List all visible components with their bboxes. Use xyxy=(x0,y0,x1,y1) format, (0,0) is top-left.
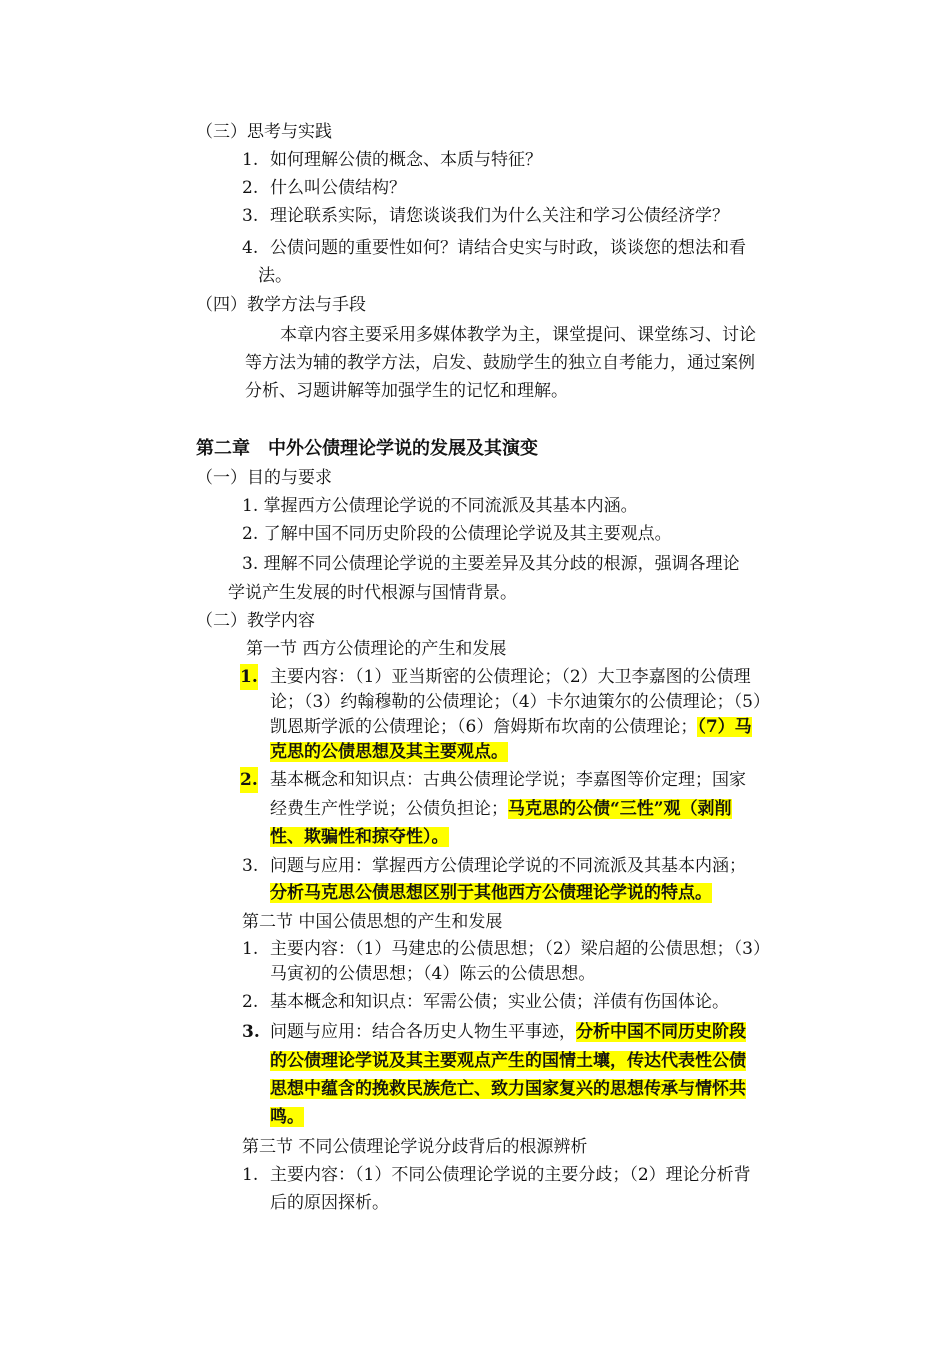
list-item: 主要内容：（1）不同公债理论学说的主要分歧；（2）理论分析背 xyxy=(270,1165,751,1185)
list-item: 主要内容：（1）马建忠的公债思想；（2）梁启超的公债思想；（3） xyxy=(270,939,770,959)
list-number: 2. xyxy=(242,178,259,198)
list-number: 3. xyxy=(242,206,259,226)
highlight-text: 马克思的公债“三性”观（剥削 xyxy=(508,799,732,819)
highlight-text: 性、欺骗性和掠夺性）。 xyxy=(270,827,449,847)
list-number: 2. xyxy=(240,767,258,793)
list-item-continuation xyxy=(270,796,732,822)
list-item-continuation: 法。 xyxy=(258,266,292,286)
highlight-text: 的公债理论学说及其主要观点产生的国情土壤，传达代表性公债 xyxy=(270,1051,746,1071)
list-item: 问题与应用：掌握西方公债理论学说的不同流派及其基本内涵； xyxy=(270,856,746,876)
list-item-continuation xyxy=(270,1104,304,1130)
list-item-continuation xyxy=(270,824,449,850)
list-item xyxy=(270,1019,746,1045)
list-number: 1. xyxy=(242,1165,259,1185)
list-item: 什么叫公债结构？ xyxy=(270,178,406,198)
list-number: 1. xyxy=(242,939,259,959)
highlight-text: 分析马克思公债思想区别于其他西方公债理论学说的特点。 xyxy=(270,883,712,903)
list-number: 2. xyxy=(242,992,259,1012)
subsection-title: 第三节 不同公债理论学说分歧背后的根源辨析 xyxy=(242,1137,588,1157)
highlight-text: （7）马 xyxy=(697,717,752,737)
paragraph-line: 等方法为辅的教学方法，启发、鼓励学生的独立自考能力，通过案例 xyxy=(245,353,755,373)
list-item: 2. 了解中国不同历史阶段的公债理论学说及其主要观点。 xyxy=(242,524,672,544)
list-item-continuation xyxy=(270,739,508,765)
text-run: 经费生产性学说；公债负担论； xyxy=(270,799,508,819)
highlight-text: 分析中国不同历史阶段 xyxy=(576,1022,746,1042)
list-item: 公债问题的重要性如何？请结合史实与时政，谈谈您的想法和看 xyxy=(270,238,746,258)
section-title-teaching-methods: （四）教学方法与手段 xyxy=(196,295,366,315)
paragraph-line: 本章内容主要采用多媒体教学为主，课堂提问、课堂练习、讨论 xyxy=(280,325,756,345)
list-number: 3. xyxy=(242,1022,260,1042)
list-item-continuation: 论；（3）约翰穆勒的公债理论；（4）卡尔迪策尔的公债理论；（5） xyxy=(270,692,770,712)
subsection-title: 第一节 西方公债理论的产生和发展 xyxy=(246,639,507,659)
list-item: 基本概念和知识点：古典公债理论学说；李嘉图等价定理；国家 xyxy=(270,770,746,790)
list-number: 1. xyxy=(240,664,258,690)
highlight-text: 鸣。 xyxy=(270,1107,304,1127)
list-item-continuation: 马寅初的公债思想；（4）陈云的公债思想。 xyxy=(270,964,596,984)
subsection-title: 第二节 中国公债思想的产生和发展 xyxy=(242,912,503,932)
highlight-text: 思想中蕴含的挽救民族危亡、致力国家复兴的思想传承与情怀共 xyxy=(270,1079,746,1099)
text-run: 问题与应用：结合各历史人物生平事迹， xyxy=(270,1022,576,1042)
highlight-text: 克思的公债思想及其主要观点。 xyxy=(270,742,508,762)
list-number: 1. xyxy=(242,150,259,170)
list-item: 基本概念和知识点：军需公债；实业公债；洋债有伤国体论。 xyxy=(270,992,729,1012)
list-number: 4. xyxy=(242,238,259,258)
list-item-continuation xyxy=(270,880,712,906)
list-item-continuation: 后的原因探析。 xyxy=(270,1193,389,1213)
section-title-thinking-practice: （三）思考与实践 xyxy=(196,122,332,142)
list-item-continuation xyxy=(270,714,752,740)
list-item: 1. 掌握西方公债理论学说的不同流派及其基本内涵。 xyxy=(242,496,638,516)
section-title-goals: （一）目的与要求 xyxy=(196,468,332,488)
paragraph-line: 分析、习题讲解等加强学生的记忆和理解。 xyxy=(245,381,568,401)
list-item: 3. 理解不同公债理论学说的主要差异及其分歧的根源，强调各理论 xyxy=(242,554,740,574)
chapter-heading: 第二章 中外公债理论学说的发展及其演变 xyxy=(196,438,538,459)
list-number: 3. xyxy=(242,856,259,876)
list-item-continuation xyxy=(270,1048,746,1074)
section-title-content: （二）教学内容 xyxy=(196,611,315,631)
list-item: 如何理解公债的概念、本质与特征？ xyxy=(270,150,542,170)
list-item-continuation: 学说产生发展的时代根源与国情背景。 xyxy=(228,583,517,603)
list-item-continuation xyxy=(270,1076,746,1102)
list-item: 主要内容：（1）亚当斯密的公债理论；（2）大卫李嘉图的公债理 xyxy=(270,667,751,687)
list-item: 理论联系实际，请您谈谈我们为什么关注和学习公债经济学？ xyxy=(270,206,729,226)
text-run: 凯恩斯学派的公债理论；（6）詹姆斯布坎南的公债理论； xyxy=(270,717,698,737)
